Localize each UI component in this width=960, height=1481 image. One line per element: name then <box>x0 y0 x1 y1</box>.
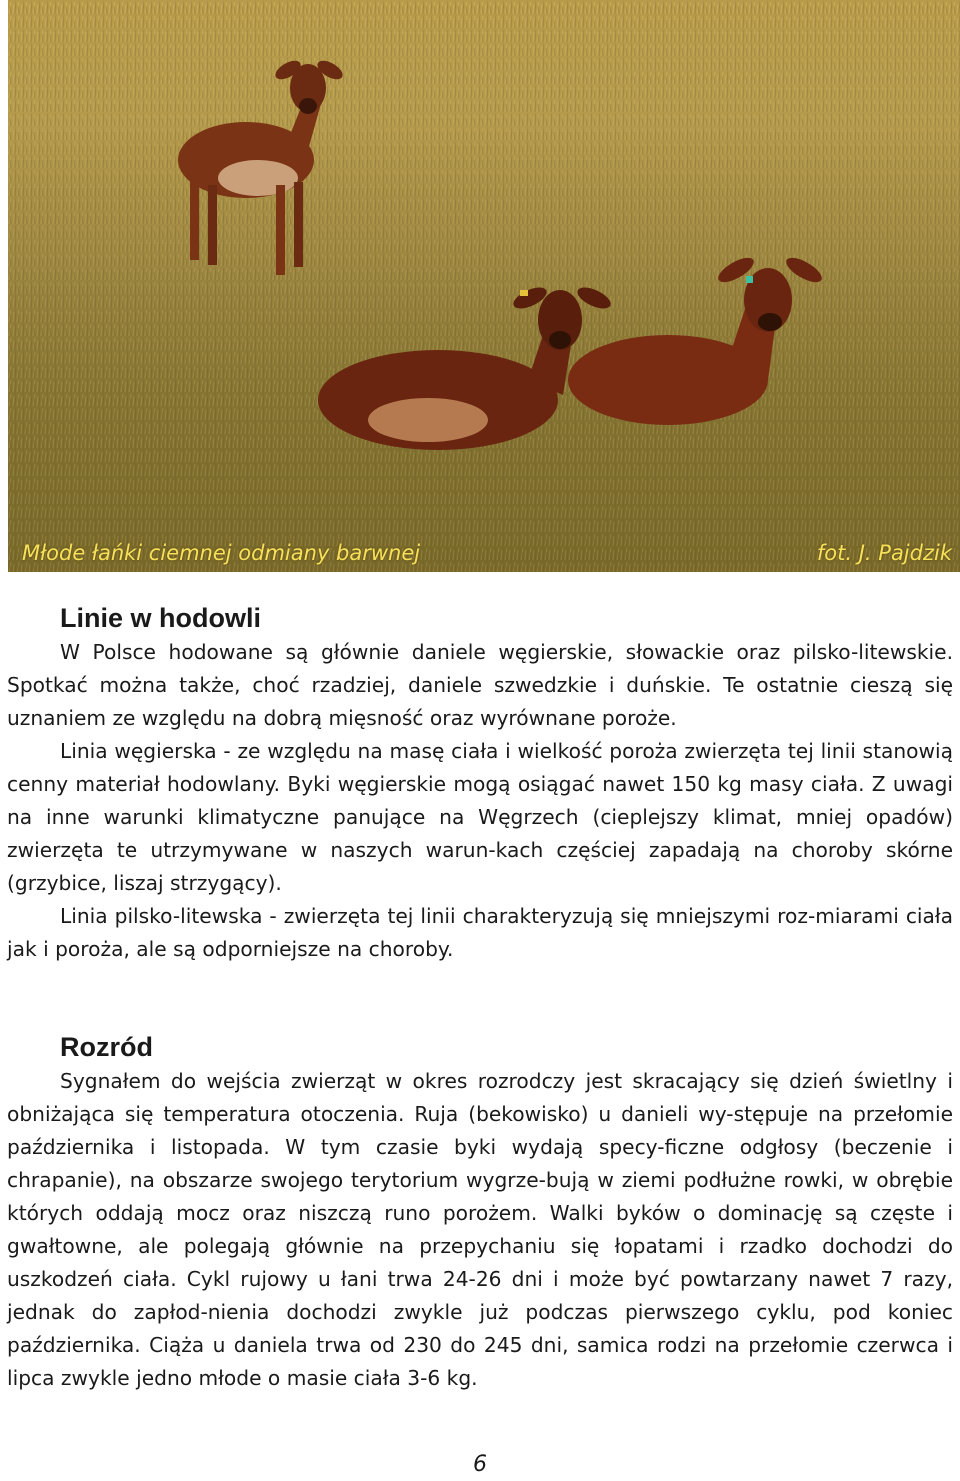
page-number: 6 <box>473 1452 487 1477</box>
paragraph: W Polsce hodowane są głównie daniele węgierskie, słowackie oraz pilsko-litewskie. Spotkać można także, choć rzadziej, daniele szwedzkie i duńskie. Te ostatnie cieszą się uznaniem ze względu na dobrą mięsność oraz wyrównane poroże. <box>7 640 953 730</box>
photo-fallow-deer <box>8 0 960 572</box>
section-reproduction <box>7 1029 953 1395</box>
paragraph: Linia pilsko-litewska - zwierzęta tej linii charakteryzują się mniejszymi roz-miarami ciała jak i poroża, ale są odporniejsze na choroby. <box>7 904 953 961</box>
deer-illustration <box>8 0 960 572</box>
photo-caption: Młode łańki ciemnej odmiany barwnej <box>22 541 421 565</box>
section-heading: Rozród <box>60 1032 153 1062</box>
section-heading: Linie w hodowli <box>60 603 261 633</box>
paragraph: Sygnałem do wejścia zwierząt w okres rozrodczy jest skracający się dzień świetlny i obniżająca się temperatura otoczenia. Ruja (bekowisko) u danieli wy-stępuje na przełomie października i listopada. W tym czasie byki wydają specy-ficzne odgłosy (beczenie i chrapanie), na obszarze swojego terytorium wygrze-bują w ziemi podłużne rowki, w obrębie których oddają mocz oraz niszczą runo porożem. Walki byków o dominację są częste i gwałtowne, ale polegają głównie na przepychaniu się łopatami i rzadko dochodzi do uszkodzeń ciała. Cykl rujowy u łani trwa 24-26 dni i może być powtarzany nawet 7 razy, jednak do zapłod-nienia dochodzi zwykle już podczas pierwszego cyklu, pod koniec października. Ciąża u daniela trwa od 230 do 245 dni, samica rodzi na przełomie czerwca i lipca zwykle jedno młode o masie ciała 3-6 kg. <box>7 1069 953 1390</box>
section-lines-in-breeding <box>7 600 953 966</box>
paragraph: Linia węgierska - ze względu na masę ciała i wielkość poroża zwierzęta tej linii stanowią cenny materiał hodowlany. Byki węgierskie mogą osiągać nawet 150 kg masy ciała. Z uwagi na inne warunki klimatyczne panujące na Węgrzech (cieplejszy klimat, mniej opadów) zwierzęta te utrzymywane w naszych warun-kach częściej zapadają na choroby skórne (grzybice, liszaj strzygący). <box>7 739 953 895</box>
photo-credit: fot. J. Pajdzik <box>816 541 952 565</box>
